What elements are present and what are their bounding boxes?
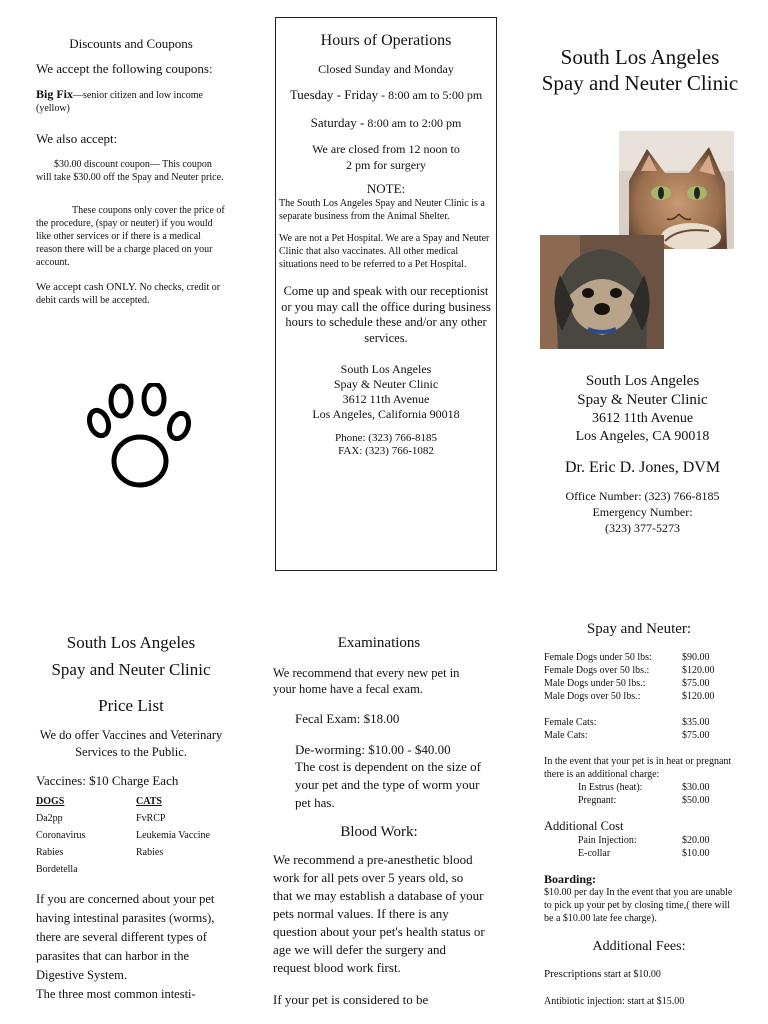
vaccine-table bbox=[36, 793, 226, 878]
cover-name-2: Spay & Neuter Clinic bbox=[577, 392, 708, 408]
vaccines-label: Vaccines: bbox=[36, 773, 86, 788]
cat-photo bbox=[619, 131, 734, 249]
spay-title: Spay and Neuter: bbox=[586, 621, 692, 637]
price-value: $90.00 bbox=[682, 652, 710, 663]
price-label: Pregnant: bbox=[578, 795, 617, 806]
boarding-text: $10.00 per day In the event that you are unable to pick up your pet by closing time,( there will be a $10.00 late fee charge). bbox=[544, 887, 733, 924]
cat-vaccine-item: Leukemia Vaccine bbox=[136, 830, 210, 841]
cat-vaccines bbox=[136, 793, 210, 878]
panel-hours bbox=[275, 17, 497, 571]
cover-city: Los Angeles, CA 90018 bbox=[575, 429, 710, 444]
panel-price-list bbox=[36, 632, 226, 1004]
note-not-hospital: We are not a Pet Hospital. We are a Spay and Neuter Clinic that also vaccinates. All other medical situations need to be referred to a Pet Hospital. bbox=[279, 233, 490, 270]
cover-office-number: Office Number: (323) 766-8185 bbox=[565, 489, 720, 503]
price-label: Male Cats: bbox=[544, 730, 588, 741]
price-row bbox=[544, 847, 734, 860]
hours-address-4: Los Angeles, California 90018 bbox=[312, 407, 460, 421]
bigfix-label: Big Fix bbox=[36, 87, 74, 101]
coupons-note: These coupons only cover the price of the procedure, (spay or neuter) if you would like other services or if there is a medical reason there will be a charge placed on your account. bbox=[36, 205, 225, 268]
also-accept-heading: We also accept: bbox=[36, 131, 118, 146]
price-row bbox=[544, 690, 734, 703]
prescriptions-text: start at $10.00 bbox=[603, 969, 661, 980]
cat-vaccine-item: Rabies bbox=[136, 847, 164, 858]
dog-vaccines bbox=[36, 793, 136, 878]
blood-work-text: We recommend a pre-anesthetic blood work for all pets over 5 years old, so that we may establish a database of your pets normal values. If there is any question about your pet's health status or age we will defer the surgery and request blood work first. bbox=[273, 852, 485, 975]
cover-emergency-number: (323) 377-5273 bbox=[605, 521, 680, 535]
dog-photo bbox=[540, 235, 664, 349]
exam-recommend: We recommend that every new pet in your home have a fecal exam. bbox=[273, 666, 460, 696]
cover-name-1: South Los Angeles bbox=[585, 373, 700, 389]
price-row bbox=[544, 677, 734, 690]
price-row bbox=[544, 729, 734, 742]
price-label: Female Cats: bbox=[544, 717, 597, 728]
fecal-exam-price: Fecal Exam: $18.00 bbox=[295, 711, 400, 726]
vaccines-charge: $10 Charge Each bbox=[89, 773, 179, 788]
hours-address-1: South Los Angeles bbox=[340, 362, 432, 376]
price-label: Male Dogs under 50 lbs.: bbox=[544, 678, 646, 689]
panel-examinations bbox=[273, 634, 485, 1009]
price-title-1: South Los Angeles bbox=[66, 633, 196, 652]
price-list-heading: Price List bbox=[98, 696, 164, 715]
price-row bbox=[544, 834, 734, 847]
saturday-hours bbox=[279, 115, 493, 131]
hours-address-2: Spay & Neuter Clinic bbox=[333, 377, 439, 391]
antibiotic-cut-text: Antibiotic injection: start at $15.00 bbox=[544, 996, 685, 1007]
cash-line bbox=[36, 281, 226, 307]
cover-doctor: Dr. Eric D. Jones, DVM bbox=[564, 459, 721, 476]
price-label: Female Dogs over 50 lbs.: bbox=[544, 665, 650, 676]
hours-phone: Phone: (323) 766-8185 bbox=[334, 432, 438, 444]
noon-closed: We are closed from 12 noon to 2 pm for surgery bbox=[312, 142, 460, 172]
vaccines-line bbox=[36, 773, 226, 789]
additional-prices bbox=[544, 834, 734, 860]
cat-prices bbox=[544, 716, 734, 742]
cover-emergency-label: Emergency Number: bbox=[592, 505, 693, 519]
price-offer-text: We do offer Vaccines and Veterinary Services to the Public. bbox=[39, 728, 223, 759]
price-label: E-collar bbox=[578, 848, 611, 859]
price-title-2: Spay and Neuter Clinic bbox=[51, 660, 211, 679]
weekday-label: Tuesday - Friday bbox=[289, 87, 379, 102]
bigfix-line bbox=[36, 88, 226, 115]
price-row bbox=[544, 664, 734, 677]
dog-vaccine-item: Coronavirus bbox=[36, 830, 86, 841]
note-separate-business: The South Los Angeles Spay and Neuter Clinic is a separate business from the Animal Shelter. bbox=[279, 198, 485, 222]
heat-prices bbox=[544, 781, 734, 807]
saturday-time: 8:00 am to 2:00 pm bbox=[367, 116, 462, 130]
come-up-text: Come up and speak with our receptionist or you may call the office during business hours to schedule these and/or any other services. bbox=[281, 284, 491, 345]
dog-prices bbox=[544, 651, 734, 703]
cat-vaccine-item: FvRCP bbox=[136, 813, 166, 824]
dog-vaccine-item: Bordetella bbox=[36, 864, 78, 875]
cover-title: South Los Angeles Spay and Neuter Clinic bbox=[541, 45, 739, 95]
dog-vaccine-item: Da2pp bbox=[36, 813, 63, 824]
price-value: $20.00 bbox=[682, 835, 710, 846]
boarding-heading: Boarding: bbox=[544, 872, 597, 886]
price-label: Female Dogs under 50 lbs: bbox=[544, 652, 652, 663]
hours-title: Hours of Operations bbox=[320, 32, 452, 49]
prescriptions-label: Prescriptions bbox=[544, 968, 602, 980]
exam-cutoff-text: If your pet is considered to be bbox=[273, 992, 429, 1007]
price-value: $120.00 bbox=[682, 665, 715, 676]
weekday-hours bbox=[279, 87, 493, 103]
additional-fees-heading: Additional Fees: bbox=[592, 939, 686, 954]
price-value: $75.00 bbox=[682, 678, 710, 689]
additional-cost-heading: Additional Cost bbox=[544, 819, 624, 833]
panel-spay-neuter bbox=[544, 620, 734, 1008]
price-value: $50.00 bbox=[682, 795, 710, 806]
price-value: $10.00 bbox=[682, 848, 710, 859]
price-label: Male Dogs over 50 lbs.: bbox=[544, 691, 641, 702]
price-label: In Estrus (heat): bbox=[578, 782, 643, 793]
hours-fax: FAX: (323) 766-1082 bbox=[338, 445, 434, 457]
discount-coupon-text: $30.00 discount coupon— This coupon will take $30.00 off the Spay and Neuter price. bbox=[36, 159, 224, 183]
blood-work-title: Blood Work: bbox=[340, 824, 418, 840]
closed-days: Closed Sunday and Monday bbox=[318, 62, 454, 76]
deworm-price: De-worming: $10.00 - $40.00 bbox=[295, 742, 451, 757]
panel-discounts bbox=[36, 36, 226, 307]
cats-heading: CATS bbox=[136, 796, 162, 807]
price-row bbox=[544, 794, 734, 807]
paw-print-icon bbox=[86, 383, 194, 503]
price-row bbox=[544, 651, 734, 664]
dogs-heading: DOGS bbox=[36, 796, 65, 807]
price-value: $75.00 bbox=[682, 730, 710, 741]
price-value: $120.00 bbox=[682, 691, 715, 702]
price-label: Pain Injection: bbox=[578, 835, 637, 846]
price-row bbox=[544, 716, 734, 729]
panel-cover-contact bbox=[540, 372, 745, 536]
dog-vaccine-item: Rabies bbox=[36, 847, 64, 858]
cover-street: 3612 11th Avenue bbox=[591, 411, 694, 426]
hours-address-3: 3612 11th Avenue bbox=[342, 392, 430, 406]
deworm-note: The cost is dependent on the size of your pet and the type of worm your pet has. bbox=[295, 759, 481, 810]
prescriptions-line bbox=[544, 968, 734, 981]
note-heading: NOTE: bbox=[366, 181, 406, 196]
cash-label: We accept cash ONLY. bbox=[36, 281, 138, 293]
weekday-time: - 8:00 am to 5:00 pm bbox=[381, 88, 483, 102]
saturday-label: Saturday - bbox=[310, 115, 365, 130]
discounts-title: Discounts and Coupons bbox=[69, 36, 193, 51]
accept-heading: We accept the following coupons: bbox=[36, 61, 213, 76]
three-most-text: The three most common intesti- bbox=[36, 987, 196, 1001]
parasites-text: If you are concerned about your pet having intestinal parasites (worms), there are several different types of parasites that can harbor in the Digestive System. bbox=[36, 892, 215, 982]
price-row bbox=[544, 781, 734, 794]
cash-text: No checks, credit or debit cards will be accepted. bbox=[36, 282, 221, 306]
heat-note: In the event that your pet is in heat or pregnant there is an additional charge: bbox=[544, 756, 732, 780]
price-value: $35.00 bbox=[682, 717, 710, 728]
price-value: $30.00 bbox=[682, 782, 710, 793]
exam-title: Examinations bbox=[337, 635, 421, 651]
bigfix-text: —senior citizen and low income (yellow) bbox=[36, 90, 203, 114]
